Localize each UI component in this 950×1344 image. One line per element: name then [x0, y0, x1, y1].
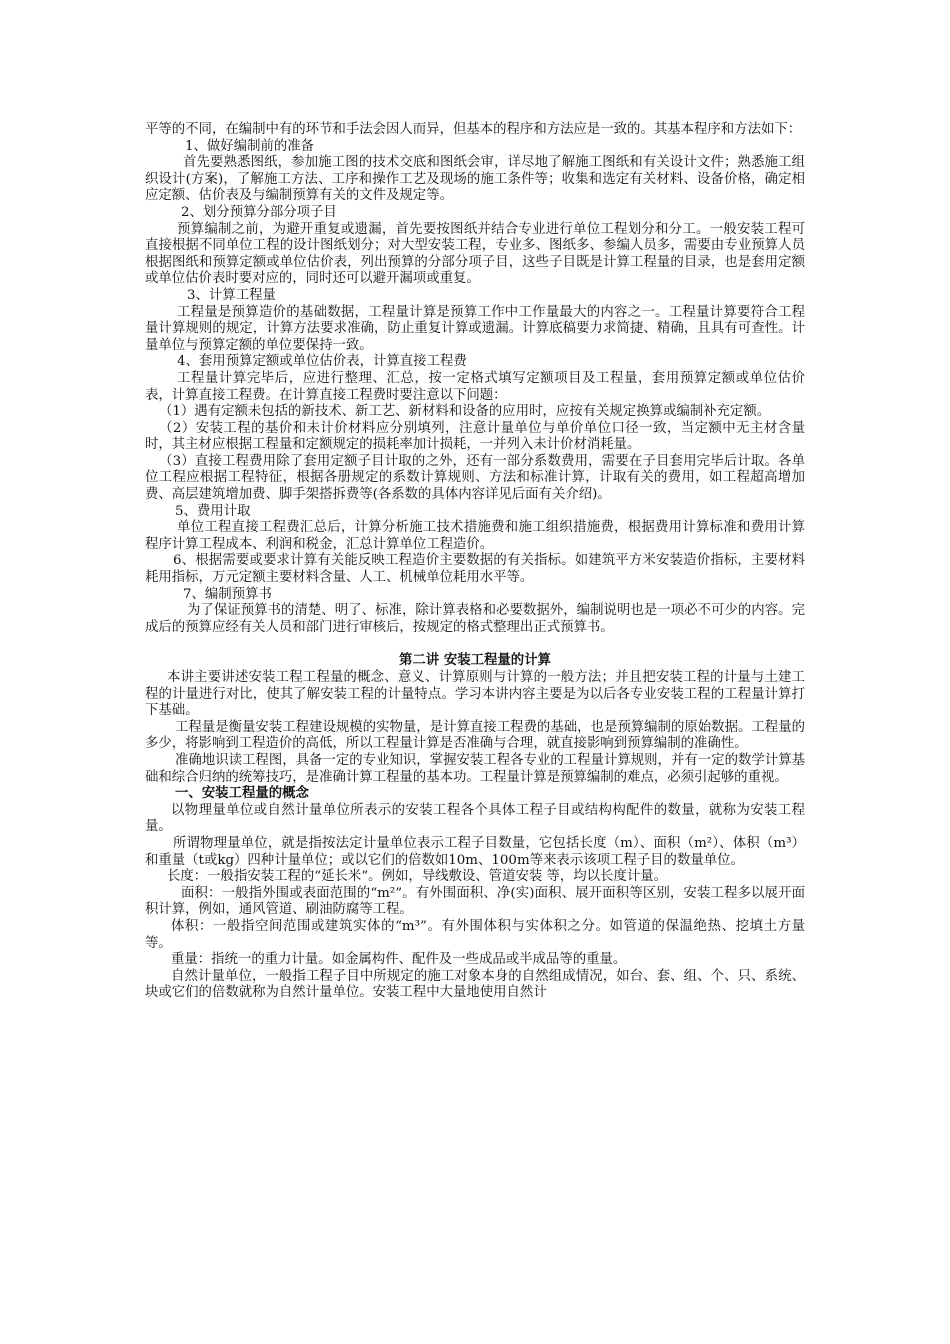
- paragraph: 本讲主要讲述安装工程工程量的概念、意义、计算原则与计算的一般方法；并且把安装工程的计量与土建工程的计量进行对比，使其了解安装工程的计量特点。学习本讲内容主要是为以后各专业安装工程的工程量计算打下基础。: [145, 670, 805, 719]
- paragraph: 为了保证预算书的清楚、明了、标准，除计算表格和必要数据外，编制说明也是一项必不可少的内容。完成后的预算应经有关人员和部门进行审核后，按规定的格式整理出正式预算书。: [145, 603, 805, 635]
- paragraph: 以物理量单位或自然计量单位所表示的安装工程各个具体工程子目或结构构配件的数量，就称为安装工程量。: [145, 802, 805, 835]
- paragraph: 3、计算工程量: [187, 287, 276, 303]
- paragraph: 所谓物理量单位，就是指按法定计量单位表示工程子目数量，它包括长度（m）、面积（m²）、体积（m³）和重量（t或kg）四种计量单位；或以它们的倍数如10m、100m等来表示该项工程子目的数量单位。: [145, 835, 805, 868]
- paragraph: 6、根据需要或要求计算有关能反映工程造价主要数据的有关指标。如建筑平方米安装造价指标，主要材料耗用指标，万元定额主要材料含量、人工、机械单位耗用水平等。: [145, 553, 805, 586]
- part-one-paragraphs: [145, 122, 805, 636]
- paragraph: 长度：一般指安装工程的“延长米”。例如，导线敷设、管道安装 等，均以长度计量。: [167, 869, 668, 885]
- paragraph: 面积：一般指外围或表面范围的“m²”。有外围面积、净(实)面积、展开面积等区别，安装工程多以展开面积计算，例如，通风管道、刷油防腐等工程。: [145, 885, 805, 918]
- paragraph: （3）直接工程费用除了套用定额子目计取的之外，还有一部分系数费用，需要在子目套用完毕后计取。各单位工程应根据工程特征，根据各册规定的系数计算规则、方法和标准计算，计取有关的费用，如工程超高增加费、高层建筑增加费、脚手架搭拆费等(各系数的具体内容详见后面有关介绍)。: [145, 453, 805, 503]
- paragraph: 工程量是衡量安装工程建设规模的实物量，是计算直接工程费的基础，也是预算编制的原始数据。工程量的多少，将影响到工程造价的高低，所以工程量计算是否准确与合理，就直接影响到预算编制的准确性。: [145, 719, 805, 752]
- paragraph: 重量：指统一的重力计量。如金属构件、配件及一些成品或半成品等的重量。: [171, 952, 627, 968]
- document-body: [145, 122, 805, 1002]
- paragraph: 单位工程直接工程费汇总后，计算分析施工技术措施费和施工组织措施费，根据费用计算标准和费用计算程序计算工程成本、利润和税金，汇总计算单位工程造价。: [145, 520, 805, 552]
- section-paragraphs: [145, 670, 805, 786]
- paragraph: （2）安装工程的基价和未计价材料应分别填列，注意计量单位与单价单位口径一致，当定额中无主材含量时，其主材应根据工程量和定额规定的损耗率加计损耗，一并列入未计价材消耗量。: [145, 420, 805, 453]
- paragraph: 4、套用预算定额或单位估价表，计算直接工程费: [177, 354, 467, 370]
- paragraph: 准确地识读工程图，具备一定的专业知识，掌握安装工程各专业的工程量计算规则，并有一定的数学计算基础和综合归纳的统筹技巧，是准确计算工程量的基本功。工程量计算是预算编制的难点，必须引起够的重视。: [145, 752, 805, 785]
- paragraph: 首先要熟悉图纸，参加施工图的技术交底和图纸会审，详尽地了解施工图纸和有关设计文件；熟悉施工组织设计(方案)，了解施工方法、工序和操作工艺及现场的施工条件等；收集和选定有关材料、设备价格，确定相应定额、估价表及与编制预算有关的文件及规定等。: [145, 155, 805, 204]
- paragraph: 1、做好编制前的准备: [185, 138, 315, 154]
- section-title: 第二讲 安装工程量的计算: [399, 653, 551, 669]
- paragraph: 7、编制预算书: [183, 586, 272, 602]
- paragraph: （1）遇有定额未包括的新技术、新工艺、新材料和设备的应用时，应按有关规定换算或编制补充定额。: [159, 404, 771, 420]
- paragraph: 工程量是预算造价的基础数据，工程量计算是预算工作中工作量最大的内容之一。工程量计算要符合工程量计算规则的规定，计算方法要求准确，防止重复计算或遗漏。计算底稿要力求简捷、精确，且具有可查性。计量单位与预算定额的单位要保持一致。: [145, 304, 805, 353]
- paragraph: 工程量计算完毕后，应进行整理、汇总，按一定格式填写定额项目及工程量，套用预算定额或单位估价表，计算直接工程费。在计算直接工程费时要注意以下问题：: [145, 370, 805, 403]
- paragraph: 体积：一般指空间范围或建筑实体的“m³”。有外围体积与实体积之分。如管道的保温绝热、挖填土方量等。: [145, 918, 805, 951]
- paragraph: 自然计量单位，一般指工程子目中所规定的施工对象本身的自然组成情况，如台、套、组、个、只、系统、块或它们的倍数就称为自然计量单位。安装工程中大量地使用自然计: [145, 968, 805, 1001]
- subsection-paragraphs: [145, 803, 805, 1002]
- subsection-title: 一、安装工程量的概念: [175, 786, 309, 802]
- paragraph: 平等的不同，在编制中有的环节和手法会因人而异，但基本的程序和方法应是一致的。其基本程序和方法如下：: [145, 122, 802, 137]
- paragraph: 预算编制之前，为避开重复或遗漏，首先要按图纸并结合专业进行单位工程划分和分工。一般安装工程可直接根据不同单位工程的设计图纸划分；对大型安装工程，专业多、图纸多、参编人员多，需要由专业预算人员根据图纸和预算定额或单位估价表，列出预算的分部分项子目，这些子目既是计算工程量的目录，也是套用定额或单位估价表时要对应的，同时还可以避开漏项或重复。: [145, 221, 805, 287]
- paragraph: 2、划分预算分部分项子目: [181, 204, 337, 220]
- paragraph: 5、费用计取: [175, 503, 251, 519]
